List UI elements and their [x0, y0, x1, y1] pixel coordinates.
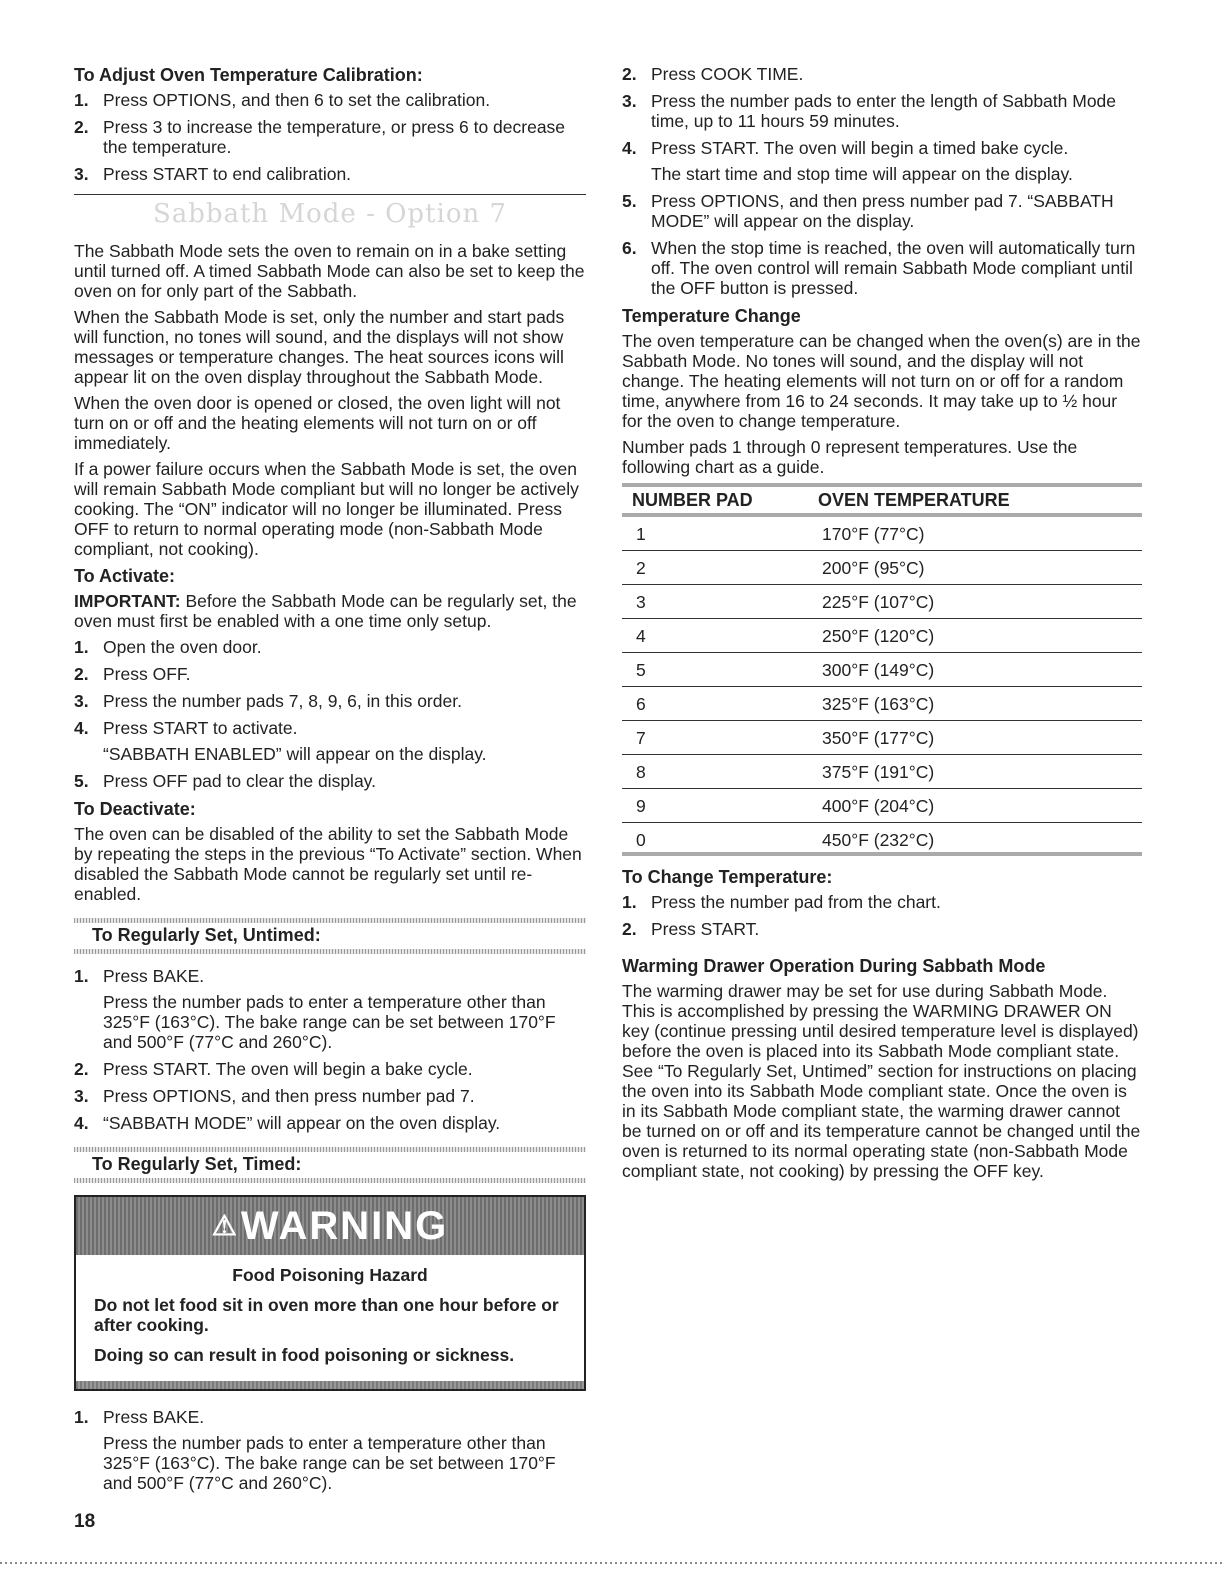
temperature-table — [622, 483, 1142, 856]
oven-temperature-cell: 200°F (95°C) — [808, 551, 1142, 585]
oven-temperature-cell: 350°F (177°C) — [808, 721, 1142, 755]
step-text: Press START to activate. — [103, 718, 298, 738]
list-item — [74, 1407, 586, 1493]
step-subtext: The start time and stop time will appear on the display. — [651, 164, 1073, 184]
warning-line2: Doing so can result in food poisoning or sickness. — [94, 1345, 515, 1365]
oven-temperature-cell: 250°F (120°C) — [808, 619, 1142, 653]
number-pad-cell: 2 — [622, 551, 808, 585]
number-pad-cell: 1 — [622, 517, 808, 551]
right-column — [622, 64, 1142, 1187]
untimed-heading: To Regularly Set, Untimed: — [74, 918, 586, 954]
step-subtext: Press the number pads to enter a temperature other than 325°F (163°C). The bake range can be set between 170°F and 500°F (77°C and 260°C). — [103, 1433, 556, 1493]
calibration-heading: To Adjust Oven Temperature Calibration: — [74, 65, 423, 85]
list-item — [74, 90, 586, 110]
temp-change-paragraph: The oven temperature can be changed when the oven(s) are in the Sabbath Mode. No tones will sound, and the display will not change. The heating elements will not turn on or off for a random time, anywhere from 16 to 24 seconds. It may take up to ½ hour for the oven to change temperature. — [622, 331, 1141, 431]
step-text: Press the number pads to enter the length of Sabbath Mode time, up to 11 hours 59 minutes. — [651, 91, 1117, 131]
list-item — [74, 771, 586, 791]
paragraph: When the oven door is opened or closed, the oven light will not turn on or off and the heating elements will not turn on or off immediately. — [74, 393, 561, 453]
list-item — [74, 637, 586, 657]
header-oven-temperature: OVEN TEMPERATURE — [818, 490, 1010, 510]
oven-temperature-cell: 450°F (232°C) — [822, 830, 935, 850]
step-text: Open the oven door. — [103, 637, 262, 657]
step-number: 1. — [74, 90, 89, 110]
paragraph: The Sabbath Mode sets the oven to remain on in a bake setting until turned off. A timed Sabbath Mode can also be set to keep the oven on for only part of the Sabbath. — [74, 241, 585, 301]
important-label: IMPORTANT: — [74, 591, 181, 611]
list-item — [74, 718, 586, 764]
warning-body — [76, 1255, 584, 1381]
list-item — [622, 64, 1142, 84]
step-text: “SABBATH MODE” will appear on the oven display. — [103, 1113, 501, 1133]
timed-heading: To Regularly Set, Timed: — [74, 1147, 586, 1183]
warning-box — [74, 1195, 586, 1391]
activate-heading: To Activate: — [74, 566, 176, 586]
list-item — [74, 164, 586, 184]
step-text: Press START. — [651, 919, 760, 939]
change-temp-steps — [622, 892, 1142, 939]
step-text: Press the number pad from the chart. — [651, 892, 941, 912]
step-number: 2. — [74, 117, 89, 137]
step-number: 4. — [622, 138, 637, 158]
step-number: 1. — [74, 1407, 89, 1427]
header-number-pad: NUMBER PAD — [632, 490, 753, 510]
step-subtext: Press the number pads to enter a temperature other than 325°F (163°C). The bake range can be set between 170°F and 500°F (77°C and 260°C). — [103, 992, 556, 1052]
step-text: Press START to end calibration. — [103, 164, 352, 184]
warning-triangle-icon: ⚠ — [211, 1210, 239, 1241]
warning-header — [76, 1197, 584, 1255]
list-item — [622, 138, 1142, 184]
table-row — [622, 823, 1142, 857]
list-item — [622, 91, 1142, 131]
number-pad-cell: 6 — [622, 687, 808, 721]
list-item — [622, 919, 1142, 939]
list-item — [74, 691, 586, 711]
list-item — [622, 191, 1142, 231]
step-number: 3. — [74, 1086, 89, 1106]
step-number: 3. — [74, 164, 89, 184]
step-text: Press OFF. — [103, 664, 191, 684]
table-row — [622, 653, 1142, 687]
table-row — [622, 721, 1142, 755]
deactivate-text: The oven can be disabled of the ability to set the Sabbath Mode by repeating the steps in the previous “To Activate” section. When disabled the Sabbath Mode cannot be regularly set until re-enabled. — [74, 824, 582, 904]
calibration-steps — [74, 90, 586, 184]
timed-steps — [74, 1407, 586, 1493]
list-item — [74, 1059, 586, 1079]
table-header-row — [622, 483, 1142, 517]
section-title: Sabbath Mode - Option 7 — [152, 199, 508, 229]
warming-drawer-heading: Warming Drawer Operation During Sabbath Mode — [622, 956, 1046, 976]
list-item — [74, 966, 586, 1052]
step-text: Press COOK TIME. — [651, 64, 804, 84]
table-row — [622, 755, 1142, 789]
intro-paragraphs — [74, 241, 586, 559]
step-text: Press BAKE. — [103, 1407, 205, 1427]
temp-change-heading: Temperature Change — [622, 306, 801, 326]
step-text: Press 3 to increase the temperature, or press 6 to decrease the temperature. — [103, 117, 566, 157]
oven-temperature-cell: 225°F (107°C) — [808, 585, 1142, 619]
oven-temperature-cell: 170°F (77°C) — [808, 517, 1142, 551]
list-item — [74, 117, 586, 157]
step-number: 3. — [74, 691, 89, 711]
step-number: 2. — [622, 64, 637, 84]
warning-footer-band — [76, 1381, 584, 1389]
step-number: 1. — [622, 892, 637, 912]
oven-temperature-cell: 375°F (191°C) — [808, 755, 1142, 789]
step-subtext: “SABBATH ENABLED” will appear on the display. — [103, 744, 487, 764]
temp-chart-intro: Number pads 1 through 0 represent temperatures. Use the following chart as a guide. — [622, 437, 1078, 477]
timed-steps-continued — [622, 64, 1142, 298]
warning-line1: Do not let food sit in oven more than one hour before or after cooking. — [94, 1295, 559, 1335]
table-row — [622, 619, 1142, 653]
oven-temperature-cell: 300°F (149°C) — [808, 653, 1142, 687]
list-item — [622, 238, 1142, 298]
important-text: Before the Sabbath Mode can be regularly set, the oven must first be enabled with a one time only setup. — [74, 591, 577, 631]
number-pad-cell: 7 — [622, 721, 808, 755]
number-pad-cell: 0 — [636, 830, 646, 850]
deactivate-heading: To Deactivate: — [74, 799, 196, 819]
step-number: 2. — [74, 664, 89, 684]
list-item — [74, 664, 586, 684]
step-text: When the stop time is reached, the oven will automatically turn off. The oven control will remain Sabbath Mode compliant until the OFF button is pressed. — [651, 238, 1136, 298]
bottom-edge-line — [0, 1562, 1225, 1564]
warning-title: WARNING — [240, 1204, 449, 1248]
step-number: 5. — [622, 191, 637, 211]
step-text: Press BAKE. — [103, 966, 205, 986]
oven-temperature-cell: 325°F (163°C) — [808, 687, 1142, 721]
step-text: Press OPTIONS, and then 6 to set the calibration. — [103, 90, 491, 110]
step-number: 1. — [74, 966, 89, 986]
list-item — [74, 1086, 586, 1106]
table-row — [622, 789, 1142, 823]
section-divider — [74, 194, 586, 195]
list-item — [74, 1113, 586, 1133]
number-pad-cell: 5 — [622, 653, 808, 687]
table-body — [622, 517, 1142, 856]
step-number: 2. — [622, 919, 637, 939]
table-row — [622, 517, 1142, 551]
change-temp-heading: To Change Temperature: — [622, 867, 833, 887]
step-number: 5. — [74, 771, 89, 791]
page-number: 18 — [74, 1511, 96, 1532]
step-number: 1. — [74, 637, 89, 657]
warming-drawer-text: The warming drawer may be set for use during Sabbath Mode. This is accomplished by pressing the WARMING DRAWER ON key (continue pressing until desired temperature level is displayed) before the oven is placed into its Sabbath Mode compliant state. See “To Regularly Set, Untimed” section for instructions on placing the oven into its Sabbath Mode compliant state. Once the oven is in its Sabbath Mode compliant state, the warming drawer cannot be turned on or off and its temperature cannot be changed until the oven is returned to its normal operating state (non-Sabbath Mode compliant state, not cooking) by pressing the OFF key. — [622, 981, 1141, 1181]
oven-temperature-cell: 400°F (204°C) — [808, 789, 1142, 823]
step-text: Press OFF pad to clear the display. — [103, 771, 376, 791]
step-number: 3. — [622, 91, 637, 111]
paragraph: If a power failure occurs when the Sabbath Mode is set, the oven will remain Sabbath Mode compliant but will no longer be actively cooking. The “ON” indicator will no longer be illuminated. Press OFF to return to normal operating mode (non-Sabbath Mode compliant, not cooking). — [74, 459, 579, 559]
paragraph: When the Sabbath Mode is set, only the number and start pads will function, no tones will sound, and the displays will not show messages or temperature changes. The heat sources icons will appear lit on the oven display throughout the Sabbath Mode. — [74, 307, 565, 387]
step-text: Press OPTIONS, and then press number pad 7. — [103, 1086, 475, 1106]
number-pad-cell: 4 — [622, 619, 808, 653]
step-number: 4. — [74, 718, 89, 738]
number-pad-cell: 9 — [622, 789, 808, 823]
step-text: Press START. The oven will begin a timed bake cycle. — [651, 138, 1069, 158]
table-row — [622, 585, 1142, 619]
activate-important — [74, 591, 586, 631]
number-pad-cell: 3 — [622, 585, 808, 619]
list-item — [622, 892, 1142, 912]
table-row — [622, 687, 1142, 721]
step-number: 2. — [74, 1059, 89, 1079]
number-pad-cell: 8 — [622, 755, 808, 789]
step-number: 6. — [622, 238, 637, 258]
left-column — [74, 64, 586, 1500]
step-text: Press START. The oven will begin a bake cycle. — [103, 1059, 473, 1079]
warning-hazard: Food Poisoning Hazard — [232, 1265, 428, 1285]
step-number: 4. — [74, 1113, 89, 1133]
table-row — [622, 551, 1142, 585]
activate-steps — [74, 637, 586, 791]
step-text: Press OPTIONS, and then press number pad 7. “SABBATH MODE” will appear on the display. — [651, 191, 1114, 231]
step-text: Press the number pads 7, 8, 9, 6, in this order. — [103, 691, 462, 711]
untimed-steps — [74, 966, 586, 1133]
